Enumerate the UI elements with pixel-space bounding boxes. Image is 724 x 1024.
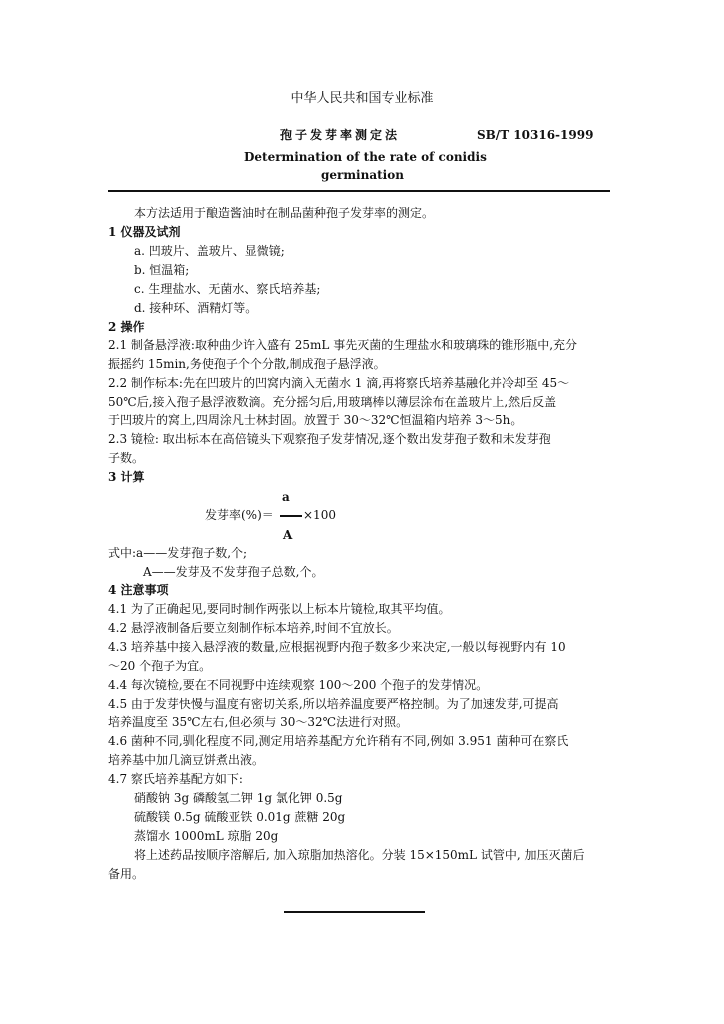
- formula-lhs: 发芽率(%)＝: [205, 508, 274, 522]
- paragraph-4-6-line-1: 4.6 菌种不同,驯化程度不同,测定用培养基配方允许稍有不同,例如 3.951 菌种可在察氏: [108, 734, 569, 748]
- list-item: a. 凹玻片、盖玻片、显微镜;: [134, 244, 285, 258]
- paragraph-4-1: 4.1 为了正确起见,要同时制作两张以上标本片镜检,取其平均值。: [108, 602, 451, 616]
- english-title-line-2: germination: [321, 168, 404, 182]
- paragraph-4-5-line-1: 4.5 由于发芽快慢与温度有密切关系,所以培养温度要严格控制。为了加速发芽,可提高: [108, 697, 559, 711]
- paragraph-2-2-line-1: 2.2 制作标本:先在凹玻片的凹窝内滴入无菌水 1 滴,再将察氏培养基融化并冷却至 45～: [108, 376, 570, 390]
- recipe-line-2: 硫酸镁 0.5g 硫酸亚铁 0.01g 蔗糖 20g: [134, 810, 346, 824]
- formula-denominator: A: [283, 528, 293, 542]
- formula-numerator: a: [282, 490, 290, 504]
- document-title: 孢子发芽率测定法: [280, 128, 401, 142]
- paragraph-4-3-line-2: ～20 个孢子为宜。: [108, 659, 212, 673]
- english-title-line-1: Determination of the rate of conidis: [244, 150, 487, 164]
- paragraph-4-4: 4.4 每次镜检,要在不同视野中连续观察 100～200 个孢子的发芽情况。: [108, 678, 489, 692]
- paragraph-4-2: 4.2 悬浮液制备后要立刻制作标本培养,时间不宜放长。: [108, 621, 399, 635]
- paragraph-4-6-line-2: 培养基中加几滴豆饼煮出液。: [108, 753, 265, 767]
- section-4-title: 4 注意事项: [108, 583, 169, 597]
- intro-paragraph: 本方法适用于酿造酱油时在制品菌种孢子发芽率的测定。: [134, 206, 435, 220]
- formula-where-A: A——发芽及不发芽孢子总数,个。: [143, 565, 324, 579]
- formula-multiplier: ×100: [303, 508, 336, 522]
- end-divider: [284, 911, 425, 913]
- paragraph-2-3-line-2: 子数。: [108, 451, 145, 465]
- paragraph-2-2-line-3: 于凹玻片的窝上,四周涂凡士林封固。放置于 30～32℃恒温箱内培养 3～5h。: [108, 413, 523, 427]
- list-item: c. 生理盐水、无菌水、察氏培养基;: [134, 282, 321, 296]
- final-paragraph-line-2: 备用。: [108, 867, 145, 881]
- section-2-title: 2 操作: [108, 320, 145, 334]
- paragraph-2-2-line-2: 50℃后,接入孢子悬浮液数滴。充分摇匀后,用玻璃棒以薄层涂布在盖玻片上,然后反盖: [108, 395, 557, 409]
- paragraph-2-3-line-1: 2.3 镜检: 取出标本在高倍镜头下观察孢子发芽情况,逐个数出发芽孢子数和未发芽孢: [108, 432, 551, 446]
- paragraph-2-1-line-2: 振摇约 15min,务使孢子个个分散,制成孢子悬浮液。: [108, 357, 386, 371]
- paragraph-4-7-title: 4.7 察氏培养基配方如下:: [108, 772, 243, 786]
- standard-header: 中华人民共和国专业标准: [290, 91, 434, 106]
- section-1-title: 1 仪器及试剂: [108, 225, 181, 239]
- standard-number: SB/T 10316-1999: [477, 128, 594, 142]
- list-item: b. 恒温箱;: [134, 263, 190, 277]
- list-item: d. 接种环、酒精灯等。: [134, 301, 258, 315]
- paragraph-4-3-line-1: 4.3 培养基中接入悬浮液的数量,应根据视野内孢子数多少来决定,一般以每视野内有 10: [108, 640, 566, 654]
- formula-where-a: 式中:a——发芽孢子数,个;: [108, 546, 248, 560]
- recipe-line-3: 蒸馏水 1000mL 琼脂 20g: [134, 829, 279, 843]
- formula-fraction-bar: [280, 515, 302, 517]
- section-3-title: 3 计算: [108, 470, 145, 484]
- final-paragraph-line-1: 将上述药品按顺序溶解后, 加入琼脂加热溶化。分装 15×150mL 试管中, 加压灭菌后: [134, 848, 585, 862]
- paragraph-2-1-line-1: 2.1 制备悬浮液:取种曲少许入盛有 25mL 事先灭菌的生理盐水和玻璃珠的锥形瓶中,充分: [108, 338, 578, 352]
- recipe-line-1: 硝酸钠 3g 磷酸氢二钾 1g 氯化钾 0.5g: [134, 791, 343, 805]
- header-divider: [108, 190, 610, 192]
- paragraph-4-5-line-2: 培养温度至 35℃左右,但必须与 30～32℃法进行对照。: [108, 715, 409, 729]
